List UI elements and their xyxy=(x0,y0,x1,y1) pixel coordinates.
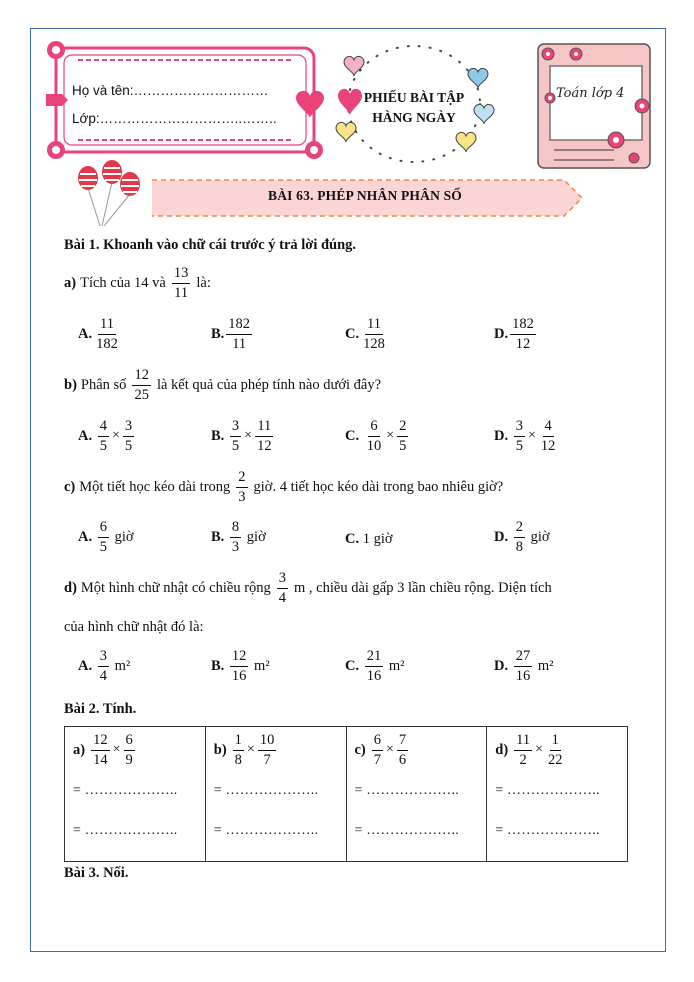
bai2-cell-b: b) $\frac{1}{8}$ × $\frac{10}{7}$ = ……………….. = ……………….. xyxy=(205,727,346,862)
question-b-fraction: $\frac{12}{25}$ xyxy=(134,367,149,403)
answer-line[interactable]: = ……………….. xyxy=(495,823,600,838)
question-b: b) Phân số $\frac{12}{25}$ là kết quả của phép tính nào dưới đây? xyxy=(64,367,382,403)
bai2-table xyxy=(64,726,628,862)
option-d-C[interactable]: C. $\frac{21}{16}$ m² xyxy=(345,648,405,684)
option-c-B[interactable]: B. $\frac{8}{3}$ giờ xyxy=(211,519,266,555)
bai2-cell-a: a) $\frac{12}{14}$ × $\frac{6}{9}$ = ……………….. = ……………….. xyxy=(65,727,206,862)
sheet-title-line1: PHIẾU BÀI TẬP xyxy=(363,90,465,105)
lesson-title: BÀI 63. PHÉP NHÂN PHÂN SỐ xyxy=(267,188,462,203)
option-a-A[interactable]: A. $\frac{11}{182}$ xyxy=(78,316,118,352)
bai2-cell-c: c) $\frac{6}{7}$ × $\frac{7}{6}$ = ……………….. = ……………….. xyxy=(346,727,487,862)
answer-line[interactable]: = ……………….. xyxy=(354,823,459,838)
question-a-fraction: $\frac{13}{11}$ xyxy=(173,265,189,301)
name-box-decoration xyxy=(42,38,328,162)
question-c-fraction: $\frac{2}{3}$ xyxy=(238,469,246,505)
option-b-C[interactable]: C. $\frac{6}{10}$ × $\frac{2}{5}$ xyxy=(345,418,407,454)
option-c-C[interactable]: C. 1 giờ xyxy=(345,531,393,547)
name-field-label: Họ và tên:………………………… xyxy=(72,83,269,98)
answer-line[interactable]: = ……………….. xyxy=(213,823,319,838)
option-b-B[interactable]: B. $\frac{3}{5}$ × $\frac{11}{12}$ xyxy=(211,418,272,454)
bai2-cell-d: d) $\frac{11}{2}$ × $\frac{1}{22}$ = ……………….. = ……………….. xyxy=(487,727,628,862)
answer-line[interactable]: = ……………….. xyxy=(73,823,178,838)
question-d-line2: của hình chữ nhật đó là: xyxy=(64,619,204,635)
option-d-B[interactable]: B. $\frac{12}{16}$ m² xyxy=(211,648,270,684)
option-c-A[interactable]: A. $\frac{6}{5}$ giờ xyxy=(78,519,134,555)
subject-card-decoration xyxy=(534,40,656,172)
question-a: a) Tích của 14 và $\frac{13}{11}$ là: xyxy=(64,265,211,301)
option-d-D[interactable]: D. $\frac{27}{16}$ m² xyxy=(494,648,554,684)
subject-label: Toán lớp 4 xyxy=(556,86,625,101)
option-b-D[interactable]: D. $\frac{3}{5}$ × $\frac{4}{12}$ xyxy=(494,418,556,454)
option-d-A[interactable]: A. $\frac{3}{4}$ m² xyxy=(78,648,131,684)
answer-line[interactable]: = ……………….. xyxy=(495,783,600,798)
answer-line[interactable]: = ……………….. xyxy=(213,783,319,798)
option-a-B[interactable]: B. $\frac{182}{11}$ xyxy=(211,316,251,352)
option-b-A[interactable]: A. $\frac{4}{5}$ × $\frac{3}{5}$ xyxy=(78,418,133,454)
bai1-heading: Bài 1. Khoanh vào chữ cái trước ý trả lời đúng. xyxy=(64,237,357,253)
option-a-C[interactable]: C. $\frac{11}{128}$ xyxy=(345,316,385,352)
sheet-title-line2: HÀNG NGÀY xyxy=(372,110,456,125)
balloons-decoration xyxy=(72,158,148,230)
question-d: d) Một hình chữ nhật có chiều rộng $\frac{3}{4}$ m , chiều dài gấp 3 lần chiều rộng. Diện tích xyxy=(64,570,552,606)
bai3-heading: Bài 3. Nối. xyxy=(64,865,129,881)
class-field-label: Lớp:…………………………..…….. xyxy=(72,111,277,126)
answer-line[interactable]: = ……………….. xyxy=(354,783,459,798)
bai2-heading: Bài 2. Tính. xyxy=(64,701,137,717)
answer-line[interactable]: = ……………….. xyxy=(73,783,178,798)
question-d-fraction: $\frac{3}{4}$ xyxy=(278,570,287,606)
option-a-D[interactable]: D. $\frac{182}{12}$ xyxy=(494,316,534,352)
option-c-D[interactable]: D. $\frac{2}{8}$ giờ xyxy=(494,519,550,555)
question-c: c) Một tiết học kéo dài trong $\frac{2}{3}$ giờ. 4 tiết học kéo dài trong bao nhiêu giờ? xyxy=(64,469,504,505)
